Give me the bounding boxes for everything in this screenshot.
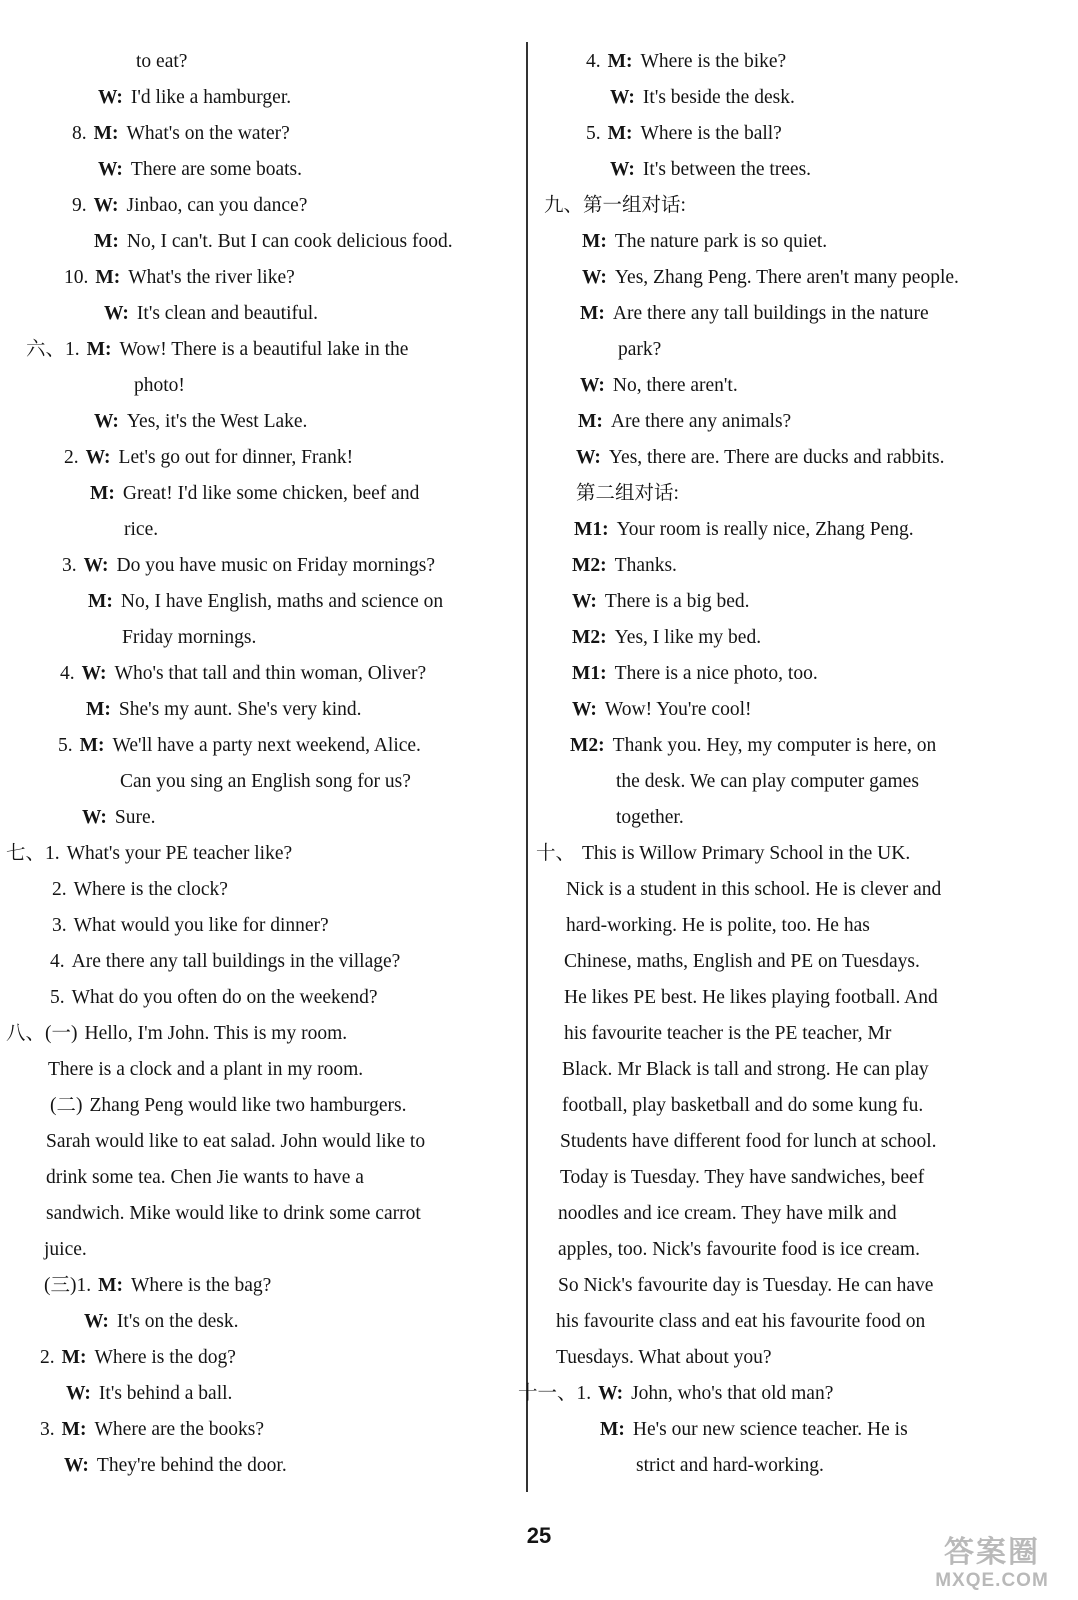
- right-line: [574, 516, 914, 543]
- right-line: [570, 732, 936, 759]
- line-text: hard-working. He is polite, too. He has: [566, 915, 870, 936]
- item-label: 3.: [40, 1419, 55, 1440]
- right-line: [580, 372, 738, 399]
- speaker-label: M:: [93, 123, 119, 144]
- line-text: his favourite class and eat his favourite food on: [556, 1311, 926, 1332]
- line-text: photo!: [134, 375, 185, 396]
- line-text: Are there any animals?: [610, 411, 792, 432]
- right-line: [572, 588, 750, 615]
- item-label: 2.: [40, 1347, 55, 1368]
- left-line: [46, 1164, 364, 1191]
- line-text: Hello, I'm John. This is my room.: [84, 1023, 348, 1044]
- line-text: his favourite teacher is the PE teacher, Mr: [564, 1023, 892, 1044]
- line-text: There is a nice photo, too.: [614, 663, 818, 684]
- speaker-label: M1:: [572, 663, 607, 684]
- line-text: 第二组对话:: [576, 483, 679, 504]
- line-text: Wow! You're cool!: [604, 699, 752, 720]
- right-line: [572, 696, 751, 723]
- watermark-bottom: MXQE.COM: [935, 1570, 1049, 1591]
- left-line: [6, 1020, 347, 1047]
- left-line: [104, 300, 318, 327]
- line-text: He's our new science teacher. He is: [632, 1419, 908, 1440]
- right-line: [564, 948, 920, 975]
- right-line: [564, 984, 938, 1011]
- left-line: [50, 948, 400, 975]
- left-line: [122, 624, 256, 651]
- item-label: 六、1.: [26, 339, 80, 360]
- item-label: 9.: [72, 195, 87, 216]
- line-text: I'd like a hamburger.: [130, 87, 292, 108]
- speaker-label: W:: [610, 159, 635, 180]
- line-text: Chinese, maths, English and PE on Tuesdays.: [564, 951, 920, 972]
- page-number: 25: [526, 1523, 552, 1548]
- line-text: Yes, Zhang Peng. There aren't many people.: [614, 267, 959, 288]
- right-line: [536, 840, 910, 867]
- right-line: [586, 48, 786, 75]
- right-line: [580, 300, 929, 327]
- left-line: [94, 408, 307, 435]
- right-line: [560, 1164, 924, 1191]
- line-text: Where is the ball?: [640, 123, 782, 144]
- line-text: What do you often do on the weekend?: [71, 987, 378, 1008]
- left-line: [66, 1380, 232, 1407]
- line-text: Let's go out for dinner, Frank!: [118, 447, 354, 468]
- right-line: [576, 480, 679, 507]
- speaker-label: W:: [576, 447, 601, 468]
- speaker-label: W:: [83, 555, 109, 576]
- speaker-label: W:: [98, 87, 123, 108]
- line-text: It's clean and beautiful.: [136, 303, 319, 324]
- line-text: Where is the bag?: [131, 1275, 272, 1296]
- left-line: [64, 1452, 287, 1479]
- left-line: [58, 732, 421, 759]
- item-label: 8.: [72, 123, 87, 144]
- line-text: It's beside the desk.: [642, 87, 795, 108]
- line-text: There is a clock and a plant in my room.: [48, 1059, 364, 1080]
- right-line: [562, 1092, 923, 1119]
- speaker-label: W:: [582, 267, 607, 288]
- line-text: Yes, I like my bed.: [614, 627, 762, 648]
- speaker-label: M:: [600, 1419, 625, 1440]
- speaker-label: M:: [61, 1419, 87, 1440]
- line-text: football, play basketball and do some kung fu.: [562, 1095, 924, 1116]
- right-line: [616, 768, 919, 795]
- speaker-label: M2:: [572, 555, 607, 576]
- line-text: Friday mornings.: [122, 627, 257, 648]
- speaker-label: M:: [582, 231, 607, 252]
- item-label: 十、: [536, 843, 576, 864]
- left-line: [50, 1092, 407, 1119]
- line-text: Where is the dog?: [94, 1347, 236, 1368]
- right-line: [610, 84, 795, 111]
- left-line: [82, 804, 156, 831]
- speaker-label: M:: [61, 1347, 87, 1368]
- speaker-label: W:: [572, 699, 597, 720]
- left-line: [40, 1416, 264, 1443]
- line-text: The nature park is so quiet.: [614, 231, 828, 252]
- right-line: [618, 336, 661, 363]
- left-line: [86, 696, 362, 723]
- left-line: [84, 1308, 239, 1335]
- line-text: So Nick's favourite day is Tuesday. He can have: [558, 1275, 934, 1296]
- left-line: [62, 552, 435, 579]
- line-text: Yes, it's the West Lake.: [126, 411, 308, 432]
- line-text: rice.: [124, 519, 159, 540]
- speaker-label: M:: [95, 267, 121, 288]
- column-divider: [526, 42, 528, 1492]
- item-label: 八、(一): [6, 1023, 78, 1044]
- right-line: [556, 1308, 925, 1335]
- line-text: Black. Mr Black is tall and strong. He can play: [562, 1059, 929, 1080]
- left-line: [72, 192, 307, 219]
- speaker-label: W:: [84, 1311, 109, 1332]
- speaker-label: W:: [85, 447, 111, 468]
- speaker-label: W:: [572, 591, 597, 612]
- left-line: [64, 264, 295, 291]
- right-line: [566, 876, 941, 903]
- line-text: Wow! There is a beautiful lake in the: [119, 339, 409, 360]
- right-line: [558, 1272, 933, 1299]
- line-text: There is a big bed.: [604, 591, 750, 612]
- left-line: [44, 1236, 87, 1263]
- right-line: [610, 156, 811, 183]
- left-line: [6, 840, 292, 867]
- speaker-label: W:: [66, 1383, 91, 1404]
- line-text: Jinbao, can you dance?: [126, 195, 308, 216]
- right-line: [576, 444, 944, 471]
- line-text: to eat?: [136, 51, 188, 72]
- line-text: It's between the trees.: [642, 159, 812, 180]
- left-line: [124, 516, 158, 543]
- line-text: juice.: [44, 1239, 87, 1260]
- left-line: [72, 120, 290, 147]
- right-line: [600, 1416, 908, 1443]
- right-line: [556, 1344, 772, 1371]
- line-text: Where are the books?: [94, 1419, 264, 1440]
- line-text: 九、第一组对话:: [544, 195, 686, 216]
- item-label: 十一、1.: [518, 1383, 592, 1404]
- item-label: 七、1.: [6, 843, 60, 864]
- line-text: Great! I'd like some chicken, beef and: [122, 483, 420, 504]
- right-line: [566, 912, 870, 939]
- left-line: [64, 444, 353, 471]
- watermark-top: 答案圈: [944, 1536, 1040, 1569]
- right-line: [616, 804, 684, 831]
- line-text: Are there any tall buildings in the nature: [612, 303, 929, 324]
- right-line: [560, 1128, 937, 1155]
- right-line: [558, 1200, 897, 1227]
- line-text: There are some boats.: [130, 159, 303, 180]
- left-line: [88, 588, 443, 615]
- line-text: strict and hard-working.: [636, 1455, 824, 1476]
- line-text: No, there aren't.: [612, 375, 738, 396]
- line-text: drink some tea. Chen Jie wants to have a: [46, 1167, 364, 1188]
- left-line: [52, 912, 329, 939]
- speaker-label: W:: [98, 159, 123, 180]
- item-label: 5.: [50, 987, 65, 1008]
- speaker-label: W:: [93, 195, 119, 216]
- watermark-logo: [928, 1536, 1056, 1592]
- line-text: Today is Tuesday. They have sandwiches, beef: [560, 1167, 925, 1188]
- line-text: together.: [616, 807, 684, 828]
- left-line: [50, 984, 378, 1011]
- left-line: [90, 480, 419, 507]
- line-text: noodles and ice cream. They have milk and: [558, 1203, 897, 1224]
- item-label: 4.: [60, 663, 75, 684]
- item-label: 10.: [64, 267, 89, 288]
- right-line: [544, 192, 686, 219]
- left-line: [48, 1056, 363, 1083]
- item-label: 4.: [50, 951, 65, 972]
- speaker-label: M:: [578, 411, 603, 432]
- speaker-label: W:: [610, 87, 635, 108]
- line-text: Are there any tall buildings in the village?: [71, 951, 401, 972]
- speaker-label: M:: [607, 51, 633, 72]
- right-line: [636, 1452, 824, 1479]
- right-line: [572, 660, 818, 687]
- speaker-label: M1:: [574, 519, 609, 540]
- item-label: 5.: [58, 735, 73, 756]
- right-line: [572, 552, 677, 579]
- line-text: What's on the water?: [126, 123, 290, 144]
- left-line: [46, 1128, 425, 1155]
- right-line: [582, 228, 827, 255]
- right-line: [562, 1056, 929, 1083]
- left-line: [98, 156, 302, 183]
- line-text: This is Willow Primary School in the UK.: [582, 843, 911, 864]
- line-text: Where is the bike?: [640, 51, 787, 72]
- line-text: Sure.: [114, 807, 156, 828]
- line-text: Do you have music on Friday mornings?: [116, 555, 436, 576]
- speaker-label: W:: [64, 1455, 89, 1476]
- speaker-label: M:: [580, 303, 605, 324]
- line-text: She's my aunt. She's very kind.: [118, 699, 362, 720]
- speaker-label: M2:: [572, 627, 607, 648]
- right-line: [582, 264, 959, 291]
- right-line: [572, 624, 761, 651]
- left-line: [52, 876, 228, 903]
- speaker-label: W:: [598, 1383, 624, 1404]
- item-label: 3.: [52, 915, 67, 936]
- left-line: [26, 336, 408, 363]
- line-text: Where is the clock?: [73, 879, 228, 900]
- line-text: No, I have English, maths and science on: [120, 591, 444, 612]
- left-line: [60, 660, 426, 687]
- line-text: Thank you. Hey, my computer is here, on: [612, 735, 937, 756]
- item-label: 4.: [586, 51, 601, 72]
- line-text: Zhang Peng would like two hamburgers.: [89, 1095, 407, 1116]
- line-text: It's behind a ball.: [98, 1383, 233, 1404]
- item-label: 3.: [62, 555, 77, 576]
- speaker-label: M:: [90, 483, 115, 504]
- line-text: They're behind the door.: [96, 1455, 287, 1476]
- line-text: Tuesdays. What about you?: [556, 1347, 772, 1368]
- line-text: Can you sing an English song for us?: [120, 771, 411, 792]
- speaker-label: M:: [79, 735, 105, 756]
- left-line: [136, 48, 187, 75]
- speaker-label: M:: [86, 699, 111, 720]
- line-text: What's the river like?: [128, 267, 295, 288]
- left-line: [98, 84, 291, 111]
- line-text: No, I can't. But I can cook delicious food.: [126, 231, 453, 252]
- line-text: Thanks.: [614, 555, 677, 576]
- right-line: [558, 1236, 920, 1263]
- line-text: Nick is a student in this school. He is clever and: [566, 879, 942, 900]
- line-text: apples, too. Nick's favourite food is ice cream.: [558, 1239, 920, 1260]
- line-text: Your room is really nice, Zhang Peng.: [616, 519, 914, 540]
- line-text: Who's that tall and thin woman, Oliver?: [114, 663, 427, 684]
- speaker-label: M2:: [570, 735, 605, 756]
- line-text: Sarah would like to eat salad. John would like to: [46, 1131, 426, 1152]
- line-text: Students have different food for lunch at school.: [560, 1131, 937, 1152]
- speaker-label: M:: [607, 123, 633, 144]
- line-text: park?: [618, 339, 662, 360]
- left-line: [46, 1200, 421, 1227]
- right-line: [564, 1020, 891, 1047]
- right-line: [578, 408, 791, 435]
- item-label: 2.: [52, 879, 67, 900]
- speaker-label: M:: [86, 339, 112, 360]
- item-label: (三)1.: [44, 1275, 92, 1296]
- speaker-label: W:: [580, 375, 605, 396]
- speaker-label: M:: [94, 231, 119, 252]
- left-line: [44, 1272, 271, 1299]
- right-line: [518, 1380, 833, 1407]
- line-text: It's on the desk.: [116, 1311, 239, 1332]
- item-label: 5.: [586, 123, 601, 144]
- line-text: Yes, there are. There are ducks and rabbits.: [608, 447, 945, 468]
- speaker-label: M:: [98, 1275, 124, 1296]
- line-text: the desk. We can play computer games: [616, 771, 919, 792]
- speaker-label: W:: [94, 411, 119, 432]
- speaker-label: M:: [88, 591, 113, 612]
- line-text: We'll have a party next weekend, Alice.: [112, 735, 421, 756]
- speaker-label: W:: [81, 663, 107, 684]
- line-text: What would you like for dinner?: [73, 915, 329, 936]
- item-label: (二): [50, 1095, 83, 1116]
- left-line: [134, 372, 185, 399]
- line-text: sandwich. Mike would like to drink some carrot: [46, 1203, 421, 1224]
- line-text: John, who's that old man?: [631, 1383, 834, 1404]
- speaker-label: W:: [104, 303, 129, 324]
- line-text: He likes PE best. He likes playing football. And: [564, 987, 938, 1008]
- left-line: [94, 228, 453, 255]
- line-text: What's your PE teacher like?: [66, 843, 293, 864]
- item-label: 2.: [64, 447, 79, 468]
- left-line: [120, 768, 411, 795]
- left-line: [40, 1344, 236, 1371]
- speaker-label: W:: [82, 807, 107, 828]
- right-line: [586, 120, 782, 147]
